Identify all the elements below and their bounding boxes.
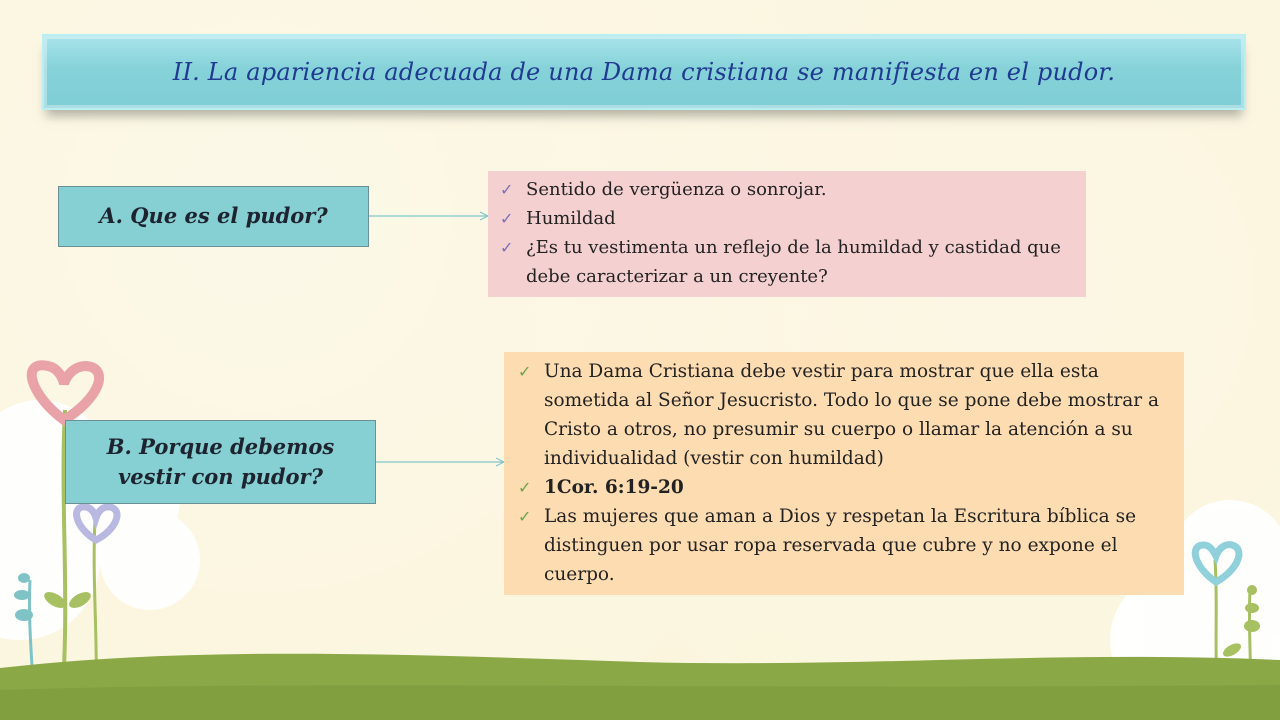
answer-b-item-2: 1Cor. 6:19-20: [544, 477, 684, 498]
answer-b-box: [504, 352, 1184, 595]
checkmark-icon: ✓: [500, 209, 514, 228]
answer-a-box: [488, 171, 1086, 297]
answer-b-list: [516, 357, 1174, 589]
checkmark-icon: ✓: [500, 180, 514, 199]
list-item: [516, 502, 1174, 589]
checkmark-icon: ✓: [518, 507, 532, 526]
question-a-text: A. Que es el pudor?: [99, 203, 328, 229]
list-item: [498, 233, 1076, 291]
list-item: [498, 204, 1076, 233]
answer-a-item-3: ¿Es tu vestimenta un reflejo de la humildad y castidad que debe caracterizar a un creyente?: [526, 237, 1061, 287]
list-item: [498, 175, 1076, 204]
question-b-text: B. Porque debemos vestir con pudor?: [106, 433, 335, 489]
checkmark-icon: ✓: [500, 238, 514, 257]
question-a-box: [58, 186, 369, 247]
checkmark-icon: ✓: [518, 478, 532, 497]
list-item: [516, 473, 1174, 502]
answer-b-item-1: Una Dama Cristiana debe vestir para mostrar que ella esta sometida al Señor Jesucristo. Todo lo que se pone debe mostrar a Cristo a otros, no presumir su cuerpo o llamar la atención a su individualidad (vestir con humildad): [544, 361, 1160, 469]
slide-title: II. La apariencia adecuada de una Dama cristiana se manifiesta en el pudor.: [172, 58, 1116, 86]
answer-b-item-3: Las mujeres que aman a Dios y respetan la Escritura bíblica se distinguen por usar ropa reservada que cubre y no expone el cuerpo.: [544, 506, 1137, 585]
question-b-box: [65, 420, 376, 504]
list-item: [516, 357, 1174, 473]
answer-a-item-2: Humildad: [526, 208, 616, 229]
title-banner: [42, 34, 1246, 110]
checkmark-icon: ✓: [518, 362, 532, 381]
answer-a-list: [498, 175, 1076, 291]
answer-a-item-1: Sentido de vergüenza o sonrojar.: [526, 179, 827, 200]
